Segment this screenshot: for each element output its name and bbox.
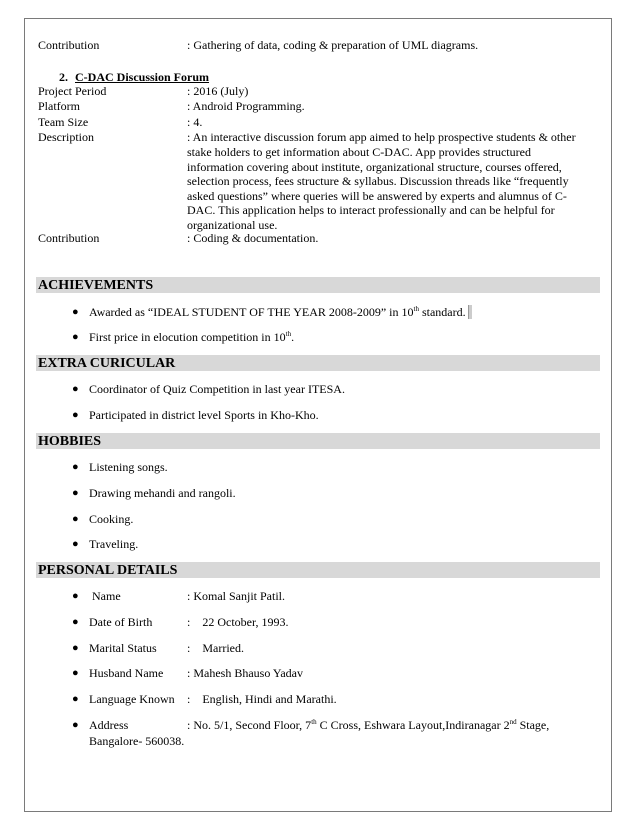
hobby-item: Drawing mehandi and rangoli. xyxy=(89,486,236,500)
field-label: Contribution xyxy=(38,231,100,245)
description-line: DAC. This application helps to interact professionally and can be helpful for xyxy=(187,203,555,218)
personal-label: Marital Status xyxy=(89,641,157,655)
achievement-item xyxy=(89,305,472,320)
section-heading-achievements: ACHIEVEMENTS xyxy=(36,277,600,293)
achievement-item xyxy=(89,330,294,345)
bullet-icon: ● xyxy=(72,461,79,473)
superscript: th xyxy=(413,305,419,313)
project-name: C-DAC Discussion Forum xyxy=(75,70,210,84)
contribution-value: : Gathering of data, coding & preparation of UML diagrams. xyxy=(187,38,479,52)
personal-value: : Mahesh Bhauso Yadav xyxy=(187,666,303,680)
description-line: asked questions” where queries will be answered by experts and alumnus of C- xyxy=(187,188,567,203)
bullet-icon: ● xyxy=(72,616,79,628)
bullet-icon: ● xyxy=(72,306,79,318)
achievement-text: Awarded as “IDEAL STUDENT OF THE YEAR 2008-2009” in 10 xyxy=(89,305,414,319)
section-heading-hobbies: HOBBIES xyxy=(36,433,600,449)
personal-value: : Married. xyxy=(187,641,244,655)
field-value: : Coding & documentation. xyxy=(187,231,319,245)
bullet-icon: ● xyxy=(72,667,79,679)
personal-value: : 22 October, 1993. xyxy=(187,615,289,629)
achievement-text: First price in elocution competition in 10 xyxy=(89,330,286,344)
hobby-item: Traveling. xyxy=(89,537,139,551)
bullet-icon: ● xyxy=(72,642,79,654)
bullet-icon: ● xyxy=(72,331,79,343)
description-line: stake holders to get information about C-DAC. App provides structured xyxy=(187,145,531,159)
personal-label: Husband Name xyxy=(89,666,164,680)
contribution-label: Contribution xyxy=(38,38,100,52)
superscript: nd xyxy=(509,718,517,726)
address-text: : No. 5/1, Second Floor, 7 xyxy=(187,718,312,732)
personal-label: Date of Birth xyxy=(89,615,153,629)
bullet-icon: ● xyxy=(72,590,79,602)
field-value: : An interactive discussion forum app aimed to help prospective students & other xyxy=(187,130,576,144)
field-label: Project Period xyxy=(38,84,107,98)
field-label: Platform xyxy=(38,99,80,113)
address-value xyxy=(187,718,549,733)
description-line: information covering about institute, organizational structure, courses offered, xyxy=(187,159,562,174)
field-label: Team Size xyxy=(38,115,89,129)
section-heading-personal-details: PERSONAL DETAILS xyxy=(36,562,600,578)
extra-item: Coordinator of Quiz Competition in last year ITESA. xyxy=(89,382,345,396)
text-cursor-box xyxy=(469,305,472,319)
project-number: 2. xyxy=(59,70,68,84)
address-text: Stage, xyxy=(516,718,550,732)
section-heading-extra-curricular: EXTRA CURICULAR xyxy=(36,355,600,371)
address-text: C Cross, Eshwara Layout,Indiranagar 2 xyxy=(316,718,510,732)
achievement-text: . xyxy=(291,330,295,344)
hobby-item: Listening songs. xyxy=(89,460,168,474)
address-line-2: Bangalore- 560038. xyxy=(89,734,185,748)
personal-value: : English, Hindi and Marathi. xyxy=(187,692,337,706)
description-text xyxy=(187,145,607,233)
extra-item: Participated in district level Sports in Kho-Kho. xyxy=(89,408,319,422)
project-title xyxy=(59,70,209,85)
field-value: : Android Programming. xyxy=(187,99,305,113)
personal-label: Address xyxy=(89,718,129,732)
bullet-icon: ● xyxy=(72,487,79,499)
field-value: : 2016 (July) xyxy=(187,84,249,98)
superscript: th xyxy=(285,330,292,338)
personal-label: Name xyxy=(89,589,121,603)
superscript: th xyxy=(311,718,317,726)
field-label: Description xyxy=(38,130,94,144)
hobby-item: Cooking. xyxy=(89,512,134,526)
field-value: : 4. xyxy=(187,115,203,129)
description-line: organizational use. xyxy=(187,217,278,232)
bullet-icon: ● xyxy=(72,383,79,395)
achievement-text: standard. xyxy=(418,305,466,319)
personal-label: Language Known xyxy=(89,692,175,706)
bullet-icon: ● xyxy=(72,409,79,421)
bullet-icon: ● xyxy=(72,513,79,525)
personal-value: : Komal Sanjit Patil. xyxy=(187,589,285,603)
bullet-icon: ● xyxy=(72,693,79,705)
bullet-icon: ● xyxy=(72,719,79,731)
description-line: selection process, fees structure & syllabus. Discussion threads like “frequently xyxy=(187,174,569,189)
bullet-icon: ● xyxy=(72,538,79,550)
